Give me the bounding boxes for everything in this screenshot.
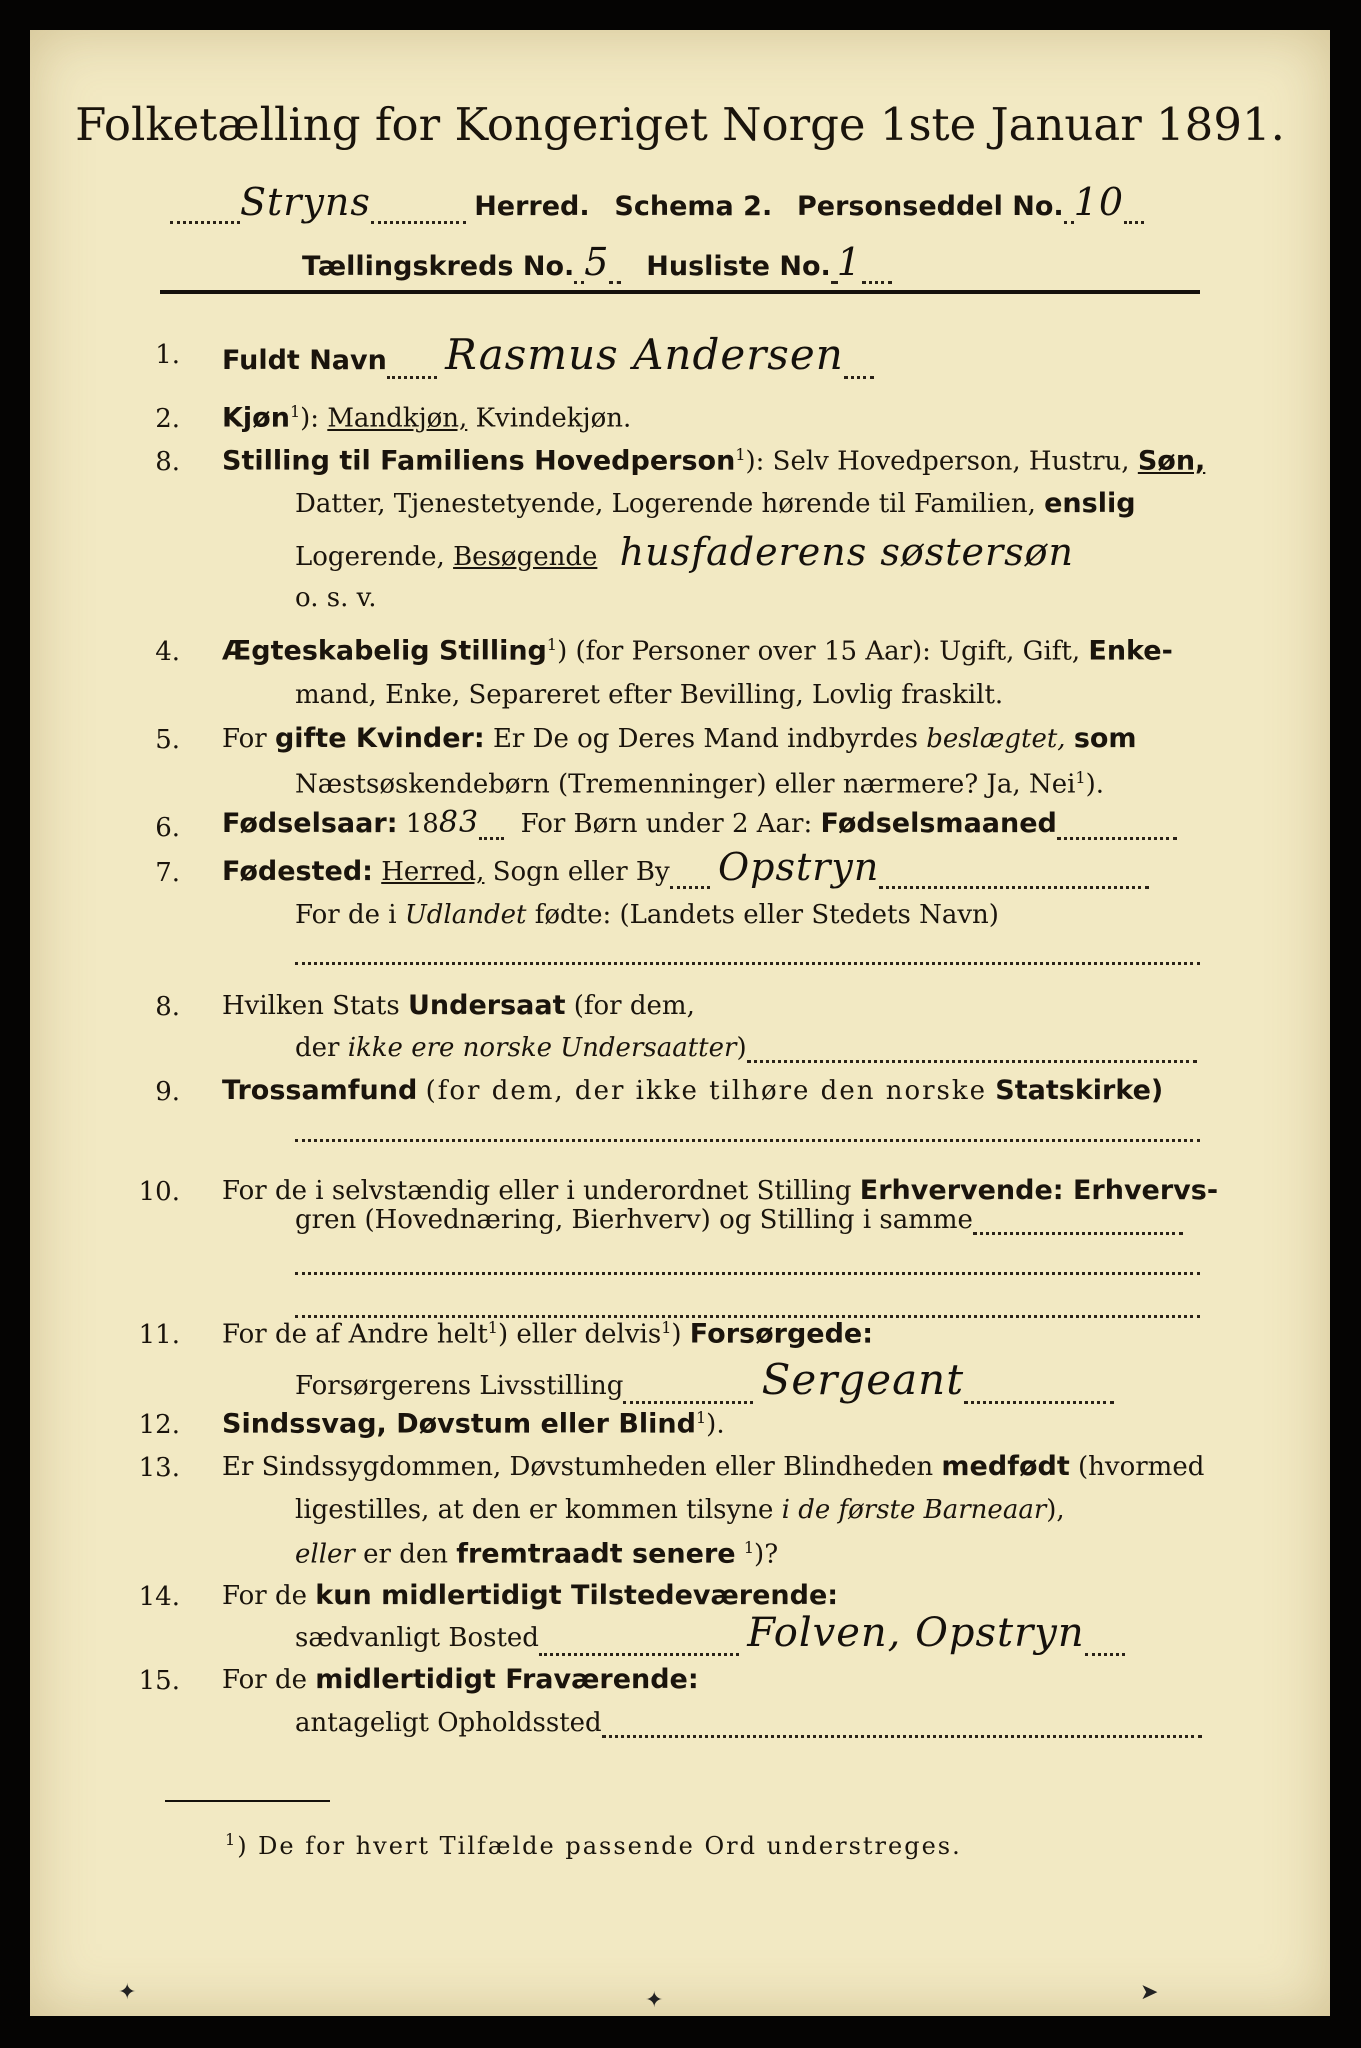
q3-footnote-mark: 1 [735, 445, 746, 464]
registration-mark-center: ✦ [645, 1988, 664, 2013]
q13-text-2: ligestilles, at den er kommen tilsyne [295, 1495, 774, 1525]
q2-footnote-mark: 1 [289, 402, 301, 421]
q15-line1 [222, 1664, 699, 1695]
q15-label: midlertidigt Fraværende: [315, 1664, 699, 1695]
q13-text-3: er den [363, 1539, 448, 1570]
q13-end: )? [754, 1539, 779, 1570]
q9-number: 9. [155, 1077, 180, 1107]
q11-number: 11. [138, 1320, 180, 1350]
q14-answer: Folven, Opstryn [747, 1610, 1085, 1656]
q8-der: der [295, 1033, 340, 1063]
personseddel-label: Personseddel No. [797, 191, 1064, 222]
q11-footnote-mark-1: 1 [487, 1318, 498, 1337]
schema-label: Schema 2. [614, 191, 773, 222]
q9-label: Trossamfund [222, 1075, 418, 1106]
header-rule [160, 290, 1200, 294]
kreds-label: Tællingskreds No. [302, 251, 575, 282]
q13-line1 [222, 1451, 1204, 1482]
q9-blank-line [295, 1112, 1200, 1142]
q9-statskirke: Statskirke) [995, 1075, 1164, 1106]
q13-later: fremtraadt senere [456, 1538, 736, 1570]
q8-label: Undersaat [407, 990, 566, 1021]
q8-post: (for dem, [573, 991, 695, 1021]
q6-children: For Børn under 2 Aar: [520, 809, 813, 839]
registration-mark-left: ✦ [118, 1980, 137, 2005]
q7-label: Fødested: [222, 856, 373, 887]
q3-line3 [295, 530, 1074, 574]
q13-line3 [295, 1538, 778, 1570]
q7-options: Sogn eller By [492, 857, 670, 887]
q3-number: 8. [155, 447, 180, 477]
q15-line2 [295, 1708, 1202, 1738]
q4-options-2: mand, Enke, Separeret efter Bevilling, Lovlig fraskilt. [295, 680, 1004, 710]
q3-line2 [295, 488, 1136, 519]
q14-residence-label: sædvanligt Bosted [295, 1623, 539, 1653]
q10-line2 [295, 1205, 1183, 1235]
q13-post: (hvormed [1078, 1452, 1205, 1482]
q13-eller: eller [295, 1539, 355, 1570]
q9-line1 [222, 1075, 1163, 1106]
q11-label: Forsørgede: [689, 1318, 874, 1350]
q5-question-2: Næstsøskendebørn (Tremenninger) eller nærmere? Ja, Nei [295, 769, 1076, 800]
footnote-mark: 1 [225, 1830, 238, 1849]
q13-medfodt: medfødt [941, 1451, 1070, 1482]
q11-provider-label: Forsørgerens Livsstilling [295, 1371, 624, 1401]
q14-line1 [222, 1580, 838, 1611]
q6-birth-month-label: Fødselsmaaned [820, 808, 1057, 839]
q2-option-male: Mandkjøn, [327, 403, 468, 434]
q4-label: Ægteskabelig Stilling [222, 635, 547, 667]
q11-post: ) [671, 1319, 682, 1350]
q1-number: 1. [155, 340, 180, 370]
q3-options-1: ): Selv Hovedperson, Hustru, [745, 446, 1130, 477]
q9-text: (for dem, der ikke tilhøre den norske [425, 1076, 988, 1106]
q15-pre: For de [222, 1665, 307, 1695]
q11-line2 [295, 1355, 1114, 1404]
q6-number: 6. [155, 813, 180, 843]
q10-line1 [222, 1175, 1218, 1206]
q10-number: 10. [138, 1177, 180, 1207]
q11-mid: ) eller delvis [497, 1319, 662, 1350]
q4-number: 4. [155, 637, 180, 667]
q13-childhood: i de første Barneaar [781, 1495, 1047, 1525]
q11-footnote-mark-2: 1 [661, 1318, 672, 1337]
q10-blank-line-2 [295, 1288, 1200, 1318]
q1-label: Fuldt Navn [222, 345, 387, 376]
q6-year-prefix: 18 [405, 809, 439, 839]
q3-line4 [295, 583, 376, 613]
q13-footnote-mark: 1 [743, 1538, 755, 1557]
q4-line1 [222, 635, 1173, 667]
q13-text-2-end: ), [1046, 1495, 1065, 1525]
q5-end: ). [1085, 769, 1105, 800]
q10-blank-line-1 [295, 1245, 1200, 1275]
q4-options-1: ) (for Personer over 15 Aar): Ugift, Gift, [557, 636, 1081, 667]
q5-line2 [295, 768, 1104, 800]
kreds-answer: 5 [584, 240, 610, 284]
q12-footnote-mark: 1 [695, 1408, 707, 1427]
q7-answer: Opstryn [717, 845, 880, 889]
personseddel-answer: 10 [1073, 180, 1125, 224]
q12-label: Sindssvag, Døvstum eller Blind [222, 1408, 696, 1440]
q1-line [222, 330, 874, 379]
footnote [225, 1830, 962, 1860]
q4-option-enkemand: Enke- [1088, 635, 1173, 667]
q7-option-herred: Herred, [381, 857, 485, 887]
q14-line2 [295, 1610, 1125, 1656]
q3-option-enslig: enslig [1044, 488, 1136, 519]
q5-som: som [1073, 723, 1137, 754]
herred-label: Herred. [474, 191, 590, 222]
q4-footnote-mark: 1 [546, 635, 558, 654]
q2-sep: ): [300, 403, 320, 434]
q4-line2 [295, 680, 1003, 710]
census-form [30, 30, 1330, 2016]
q3-osv: o. s. v. [295, 583, 377, 613]
q10-pre: For de i selvstændig eller i underordnet Stilling [222, 1176, 852, 1206]
footnote-rule [165, 1800, 330, 1802]
q13-line2 [295, 1495, 1065, 1525]
husliste-answer: 1 [836, 240, 862, 284]
q12-end: ). [706, 1409, 725, 1440]
q5-beslaegtet: beslægtet, [926, 724, 1066, 754]
header-herred-line [170, 180, 1144, 224]
q2-label: Kjøn [222, 402, 290, 434]
q7-abroad: Udlandet [404, 900, 527, 930]
q7-blank-line [295, 935, 1200, 965]
herred-answer: Stryns [240, 180, 371, 224]
q10-label: Erhvervende: Erhvervs- [859, 1175, 1219, 1206]
husliste-label: Husliste No. [646, 251, 831, 282]
q6-line [222, 805, 1177, 840]
q11-line1 [222, 1318, 873, 1350]
q7-line2 [295, 900, 999, 930]
q7-abroad-pre: For de i [295, 900, 397, 930]
q3-option-besogende: Besøgende [453, 542, 598, 572]
q7-line1 [222, 845, 1149, 889]
q8-number: 8. [155, 992, 180, 1022]
q5-pre: For [222, 724, 267, 754]
q11-pre: For de af Andre helt [222, 1319, 488, 1350]
q6-label: Fødselsaar: [222, 808, 398, 839]
q8-non-norwegian: ikke ere norske Undersaatter [347, 1033, 737, 1063]
q10-text-2: gren (Hovednæring, Bierhverv) og Stilling i samme [295, 1205, 973, 1235]
q5-line1 [222, 723, 1137, 754]
q5-footnote-mark: 1 [1075, 768, 1086, 787]
q5-number: 5. [155, 725, 180, 755]
q8-line1 [222, 990, 695, 1021]
q6-answer: 83 [438, 805, 480, 840]
q14-label: kun midlertidigt Tilstedeværende: [315, 1580, 839, 1611]
q1-answer: Rasmus Andersen [445, 330, 844, 379]
q3-label: Stilling til Familiens Hovedperson [222, 445, 736, 477]
q14-number: 14. [138, 1582, 180, 1612]
q3-line1 [222, 445, 1205, 477]
q8-line2 [295, 1033, 1197, 1063]
q15-stay-label: antageligt Opholdssted [295, 1708, 602, 1738]
header-kreds-line [302, 240, 892, 284]
q5-label: gifte Kvinder: [274, 723, 485, 754]
q12-line [222, 1408, 725, 1440]
q7-abroad-post: fødte: (Landets eller Stedets Navn) [534, 900, 999, 930]
q8-pre: Hvilken Stats [222, 991, 400, 1021]
q13-number: 13. [138, 1453, 180, 1483]
q7-number: 7. [155, 858, 180, 888]
q3-options-2: Datter, Tjenestetyende, Logerende hørende til Familien, [295, 489, 1036, 519]
q2-option-female: Kvindekjøn. [475, 403, 632, 434]
q3-option-logerende: Logerende, [295, 542, 445, 572]
q11-answer: Sergeant [761, 1355, 965, 1404]
q8-paren: ) [736, 1033, 747, 1063]
q3-option-son: Søn, [1137, 445, 1206, 477]
q2-number: 2. [155, 404, 180, 434]
form-title: Folketælling for Kongeriget Norge 1ste Januar 1891. [75, 98, 1285, 151]
q5-question: Er De og Deres Mand indbyrdes [492, 724, 918, 754]
footnote-text: ) De for hvert Tilfælde passende Ord understreges. [237, 1832, 962, 1860]
q14-pre: For de [222, 1581, 307, 1611]
q3-answer: husfaderens søstersøn [619, 530, 1074, 574]
registration-mark-right: ➤ [1140, 1980, 1159, 2005]
q15-number: 15. [138, 1666, 180, 1696]
q12-number: 12. [138, 1410, 180, 1440]
q2-line [222, 402, 631, 434]
q13-pre: Er Sindssygdommen, Døvstumheden eller Blindheden [222, 1452, 934, 1482]
